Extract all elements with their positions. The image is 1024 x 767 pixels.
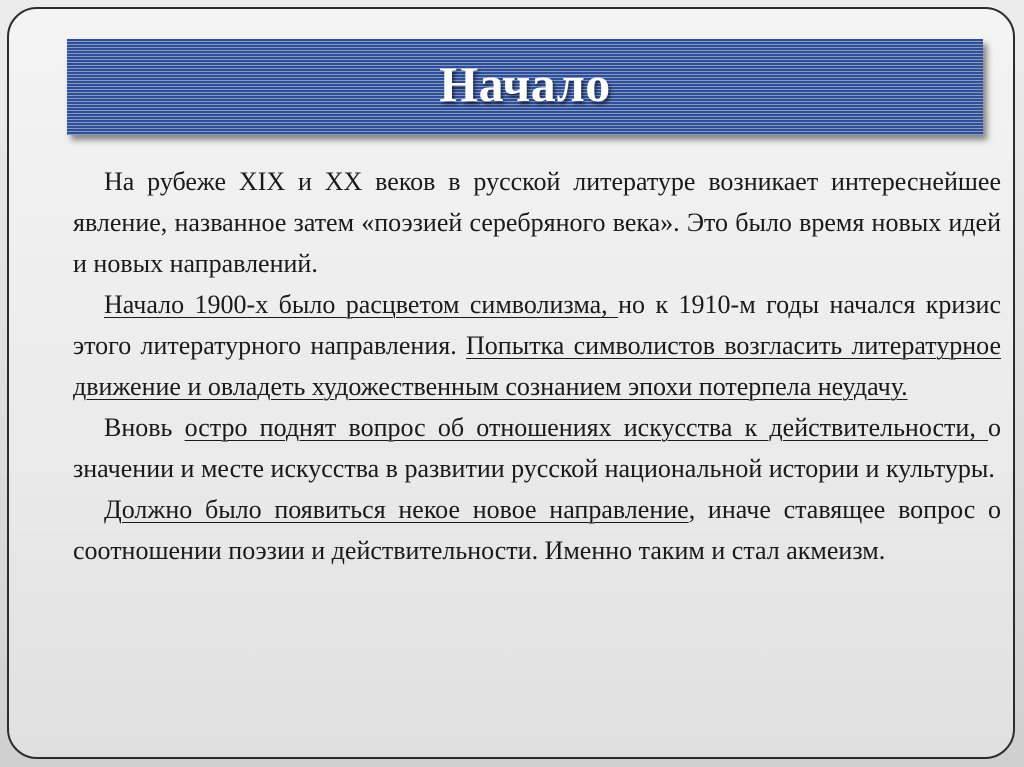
paragraph-2: [73, 284, 1001, 407]
paragraph-2-underlined-lead: Начало 1900-х было расцветом символизма,: [104, 290, 619, 319]
slide-frame: [7, 7, 1015, 759]
paragraph-2-text: но к 1910-м годы начался кризис этого литературного направления.: [73, 290, 1001, 360]
paragraph-3-lead: Вновь: [104, 413, 185, 442]
title-banner: [67, 39, 983, 135]
paragraph-1: [73, 161, 1001, 284]
slide-body: [73, 161, 1001, 571]
paragraph-3: [73, 407, 1001, 489]
paragraph-3-text: о значении и месте искусства в развитии русской национальной истории и культуры.: [73, 413, 1002, 483]
paragraph-3-underlined: остро поднят вопрос об отношениях искусства к действительности,: [184, 413, 989, 442]
paragraph-4-text: , иначе ставящее вопрос о соотношении поэзии и действительности. Именно таким и стал акмеизм.: [73, 495, 1001, 565]
paragraph-4: [73, 489, 1001, 571]
paragraph-2-underlined-tail: Попытка символистов возгласить литературное движение и овладеть художественным сознанием эпохи потерпела неудачу.: [73, 331, 1001, 401]
slide-title: Начало: [439, 56, 611, 112]
paragraph-1-text: На рубеже XIX и XX веков в русской литературе возникает интереснейшее явление, названное затем «поэзией серебряного века». Это было время новых идей и новых направлений.: [73, 167, 1001, 278]
paragraph-4-underlined: Должно было появиться некое новое направление: [104, 495, 689, 524]
